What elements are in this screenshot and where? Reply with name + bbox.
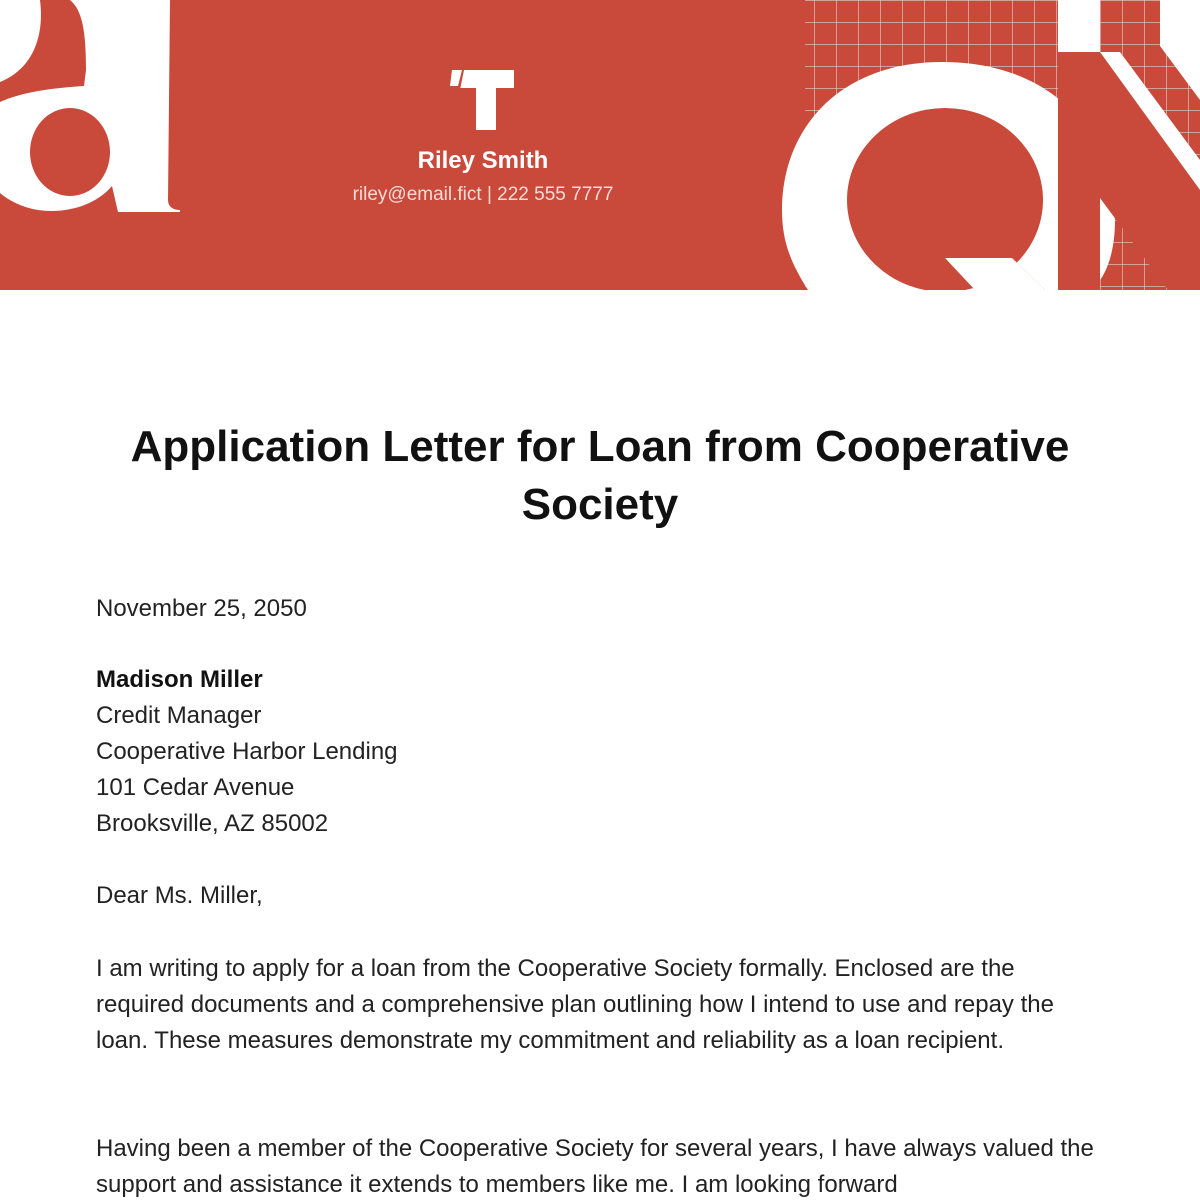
letter-date: November 25, 2050 bbox=[96, 595, 307, 622]
salutation: Dear Ms. Miller, bbox=[96, 882, 263, 909]
document-title: Application Letter for Loan from Cooperative Society bbox=[130, 422, 1070, 529]
recipient-address-block bbox=[96, 662, 1106, 842]
recipient-name: Madison Miller bbox=[96, 666, 263, 693]
sender-name: Riley Smith bbox=[417, 147, 549, 174]
body-paragraph: I am writing to apply for a loan from the Cooperative Society formally. Enclosed are the required documents and a comprehensive plan outlining how I intend to use and repay the loan. These measures demonstrate my commitment and reliability as a loan recipient. bbox=[96, 955, 1054, 1054]
letterhead-banner bbox=[0, 0, 1200, 290]
recipient-position: Credit Manager bbox=[96, 702, 262, 729]
decorative-letters-graphic bbox=[0, 0, 1200, 290]
sender-contact: riley@email.fict | 222 555 7777 bbox=[352, 184, 614, 205]
recipient-street: 101 Cedar Avenue bbox=[96, 774, 295, 801]
recipient-city-state-zip: Brooksville, AZ 85002 bbox=[96, 810, 329, 837]
letter-t-logo-icon bbox=[450, 68, 516, 132]
recipient-company: Cooperative Harbor Lending bbox=[96, 738, 398, 765]
body-paragraph: Having been a member of the Cooperative Society for several years, I have always valued the support and assistance it extends to members like me. I am looking forward bbox=[96, 1135, 1094, 1198]
